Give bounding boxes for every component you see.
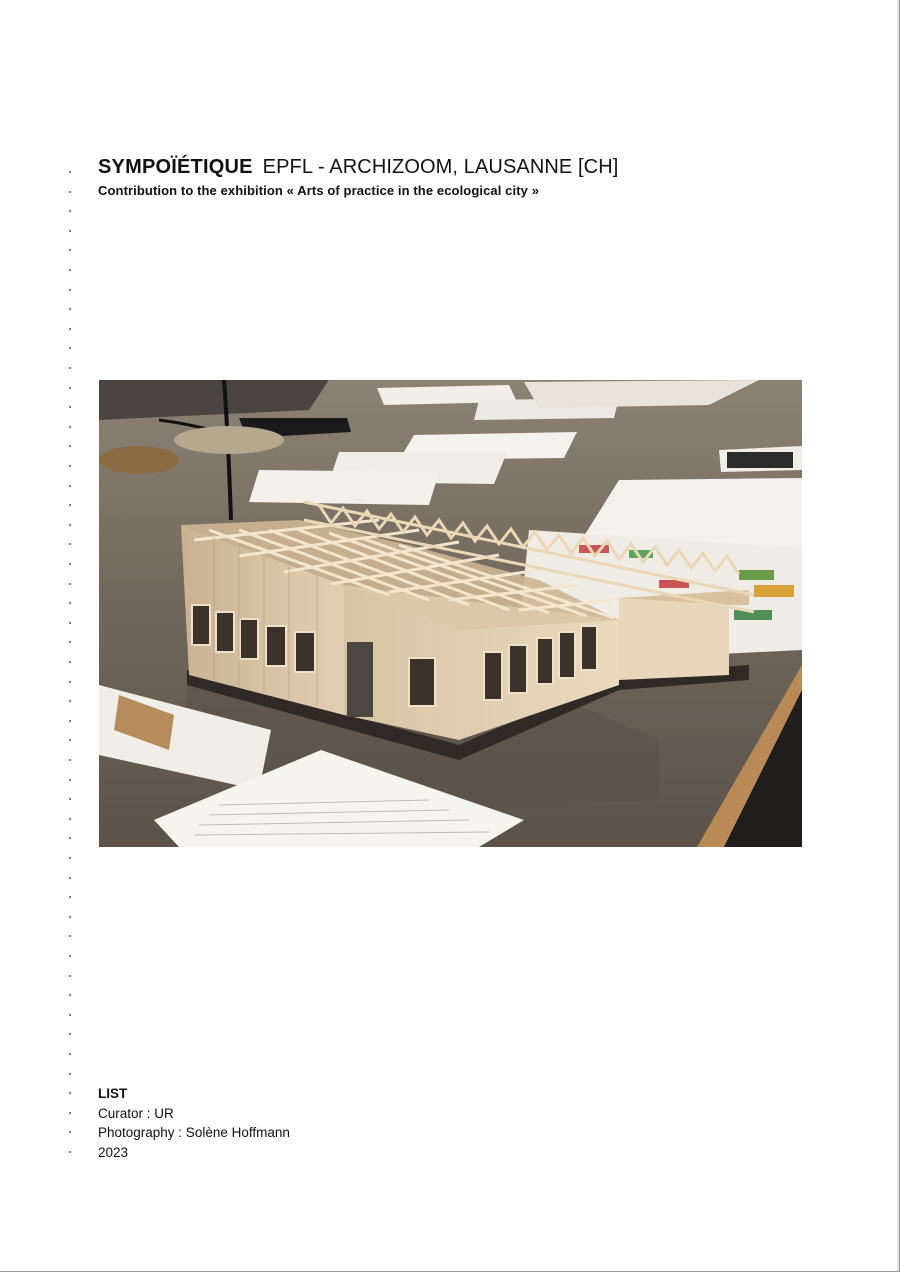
- margin-dot: [68, 641, 76, 643]
- margin-dot: [68, 230, 76, 232]
- credits-photography: Photography : Solène Hoffmann: [98, 1125, 290, 1141]
- margin-dot: [68, 387, 76, 389]
- margin-dot: [68, 896, 76, 898]
- margin-dot: [68, 916, 76, 918]
- margin-dot: [68, 1073, 76, 1075]
- margin-dot: [68, 1131, 76, 1133]
- margin-dot: [68, 328, 76, 330]
- credits-heading: LIST: [98, 1086, 128, 1101]
- margin-dot: [68, 191, 76, 193]
- margin-dot: [68, 347, 76, 349]
- margin-dot: [68, 1014, 76, 1016]
- margin-dot: [68, 602, 76, 604]
- margin-dot: [68, 308, 76, 310]
- margin-dot: [68, 779, 76, 781]
- margin-dot: [68, 700, 76, 702]
- page-title: [98, 156, 618, 179]
- margin-dot: [68, 661, 76, 663]
- margin-dot: [68, 426, 76, 428]
- margin-dot: [68, 994, 76, 996]
- margin-dot: [68, 622, 76, 624]
- margin-dot: [68, 759, 76, 761]
- margin-dot: [68, 798, 76, 800]
- margin-dot: [68, 445, 76, 447]
- margin-dot: [68, 857, 76, 859]
- margin-dot: [68, 955, 76, 957]
- margin-dot: [68, 504, 76, 506]
- margin-dot: [68, 210, 76, 212]
- margin-dot: [68, 583, 76, 585]
- margin-dot: [68, 1151, 76, 1153]
- margin-dot: [68, 1033, 76, 1035]
- margin-dot: [68, 269, 76, 271]
- margin-dot: [68, 1053, 76, 1055]
- margin-dot: [68, 485, 76, 487]
- margin-dot: [68, 289, 76, 291]
- margin-dot: [68, 720, 76, 722]
- photo-illustration: [99, 380, 802, 847]
- margin-dot: [68, 1112, 76, 1114]
- margin-dot: [68, 465, 76, 467]
- margin-dot: [68, 249, 76, 251]
- margin-dot: [68, 975, 76, 977]
- credits-curator: Curator : UR: [98, 1105, 174, 1121]
- margin-dot: [68, 837, 76, 839]
- margin-dot: [68, 406, 76, 408]
- margin-dot: [68, 877, 76, 879]
- credits-year: 2023: [98, 1145, 129, 1161]
- venue-name: EPFL - ARCHIZOOM, LAUSANNE [CH]: [262, 156, 619, 178]
- margin-dot: [68, 935, 76, 937]
- margin-dot: [68, 818, 76, 820]
- margin-dot: [68, 1092, 76, 1094]
- margin-dot: [68, 739, 76, 741]
- margin-dot: [68, 563, 76, 565]
- exhibition-subtitle: Contribution to the exhibition « Arts of practice in the ecological city »: [98, 183, 540, 198]
- margin-dot: [68, 171, 76, 173]
- margin-dot: [68, 681, 76, 683]
- margin-dot: [68, 524, 76, 526]
- margin-dot: [68, 367, 76, 369]
- margin-dot: [68, 543, 76, 545]
- project-name: SYMPOÏÉTIQUE: [98, 156, 253, 178]
- credits-block: [98, 1084, 290, 1163]
- exhibition-photo: [99, 380, 802, 847]
